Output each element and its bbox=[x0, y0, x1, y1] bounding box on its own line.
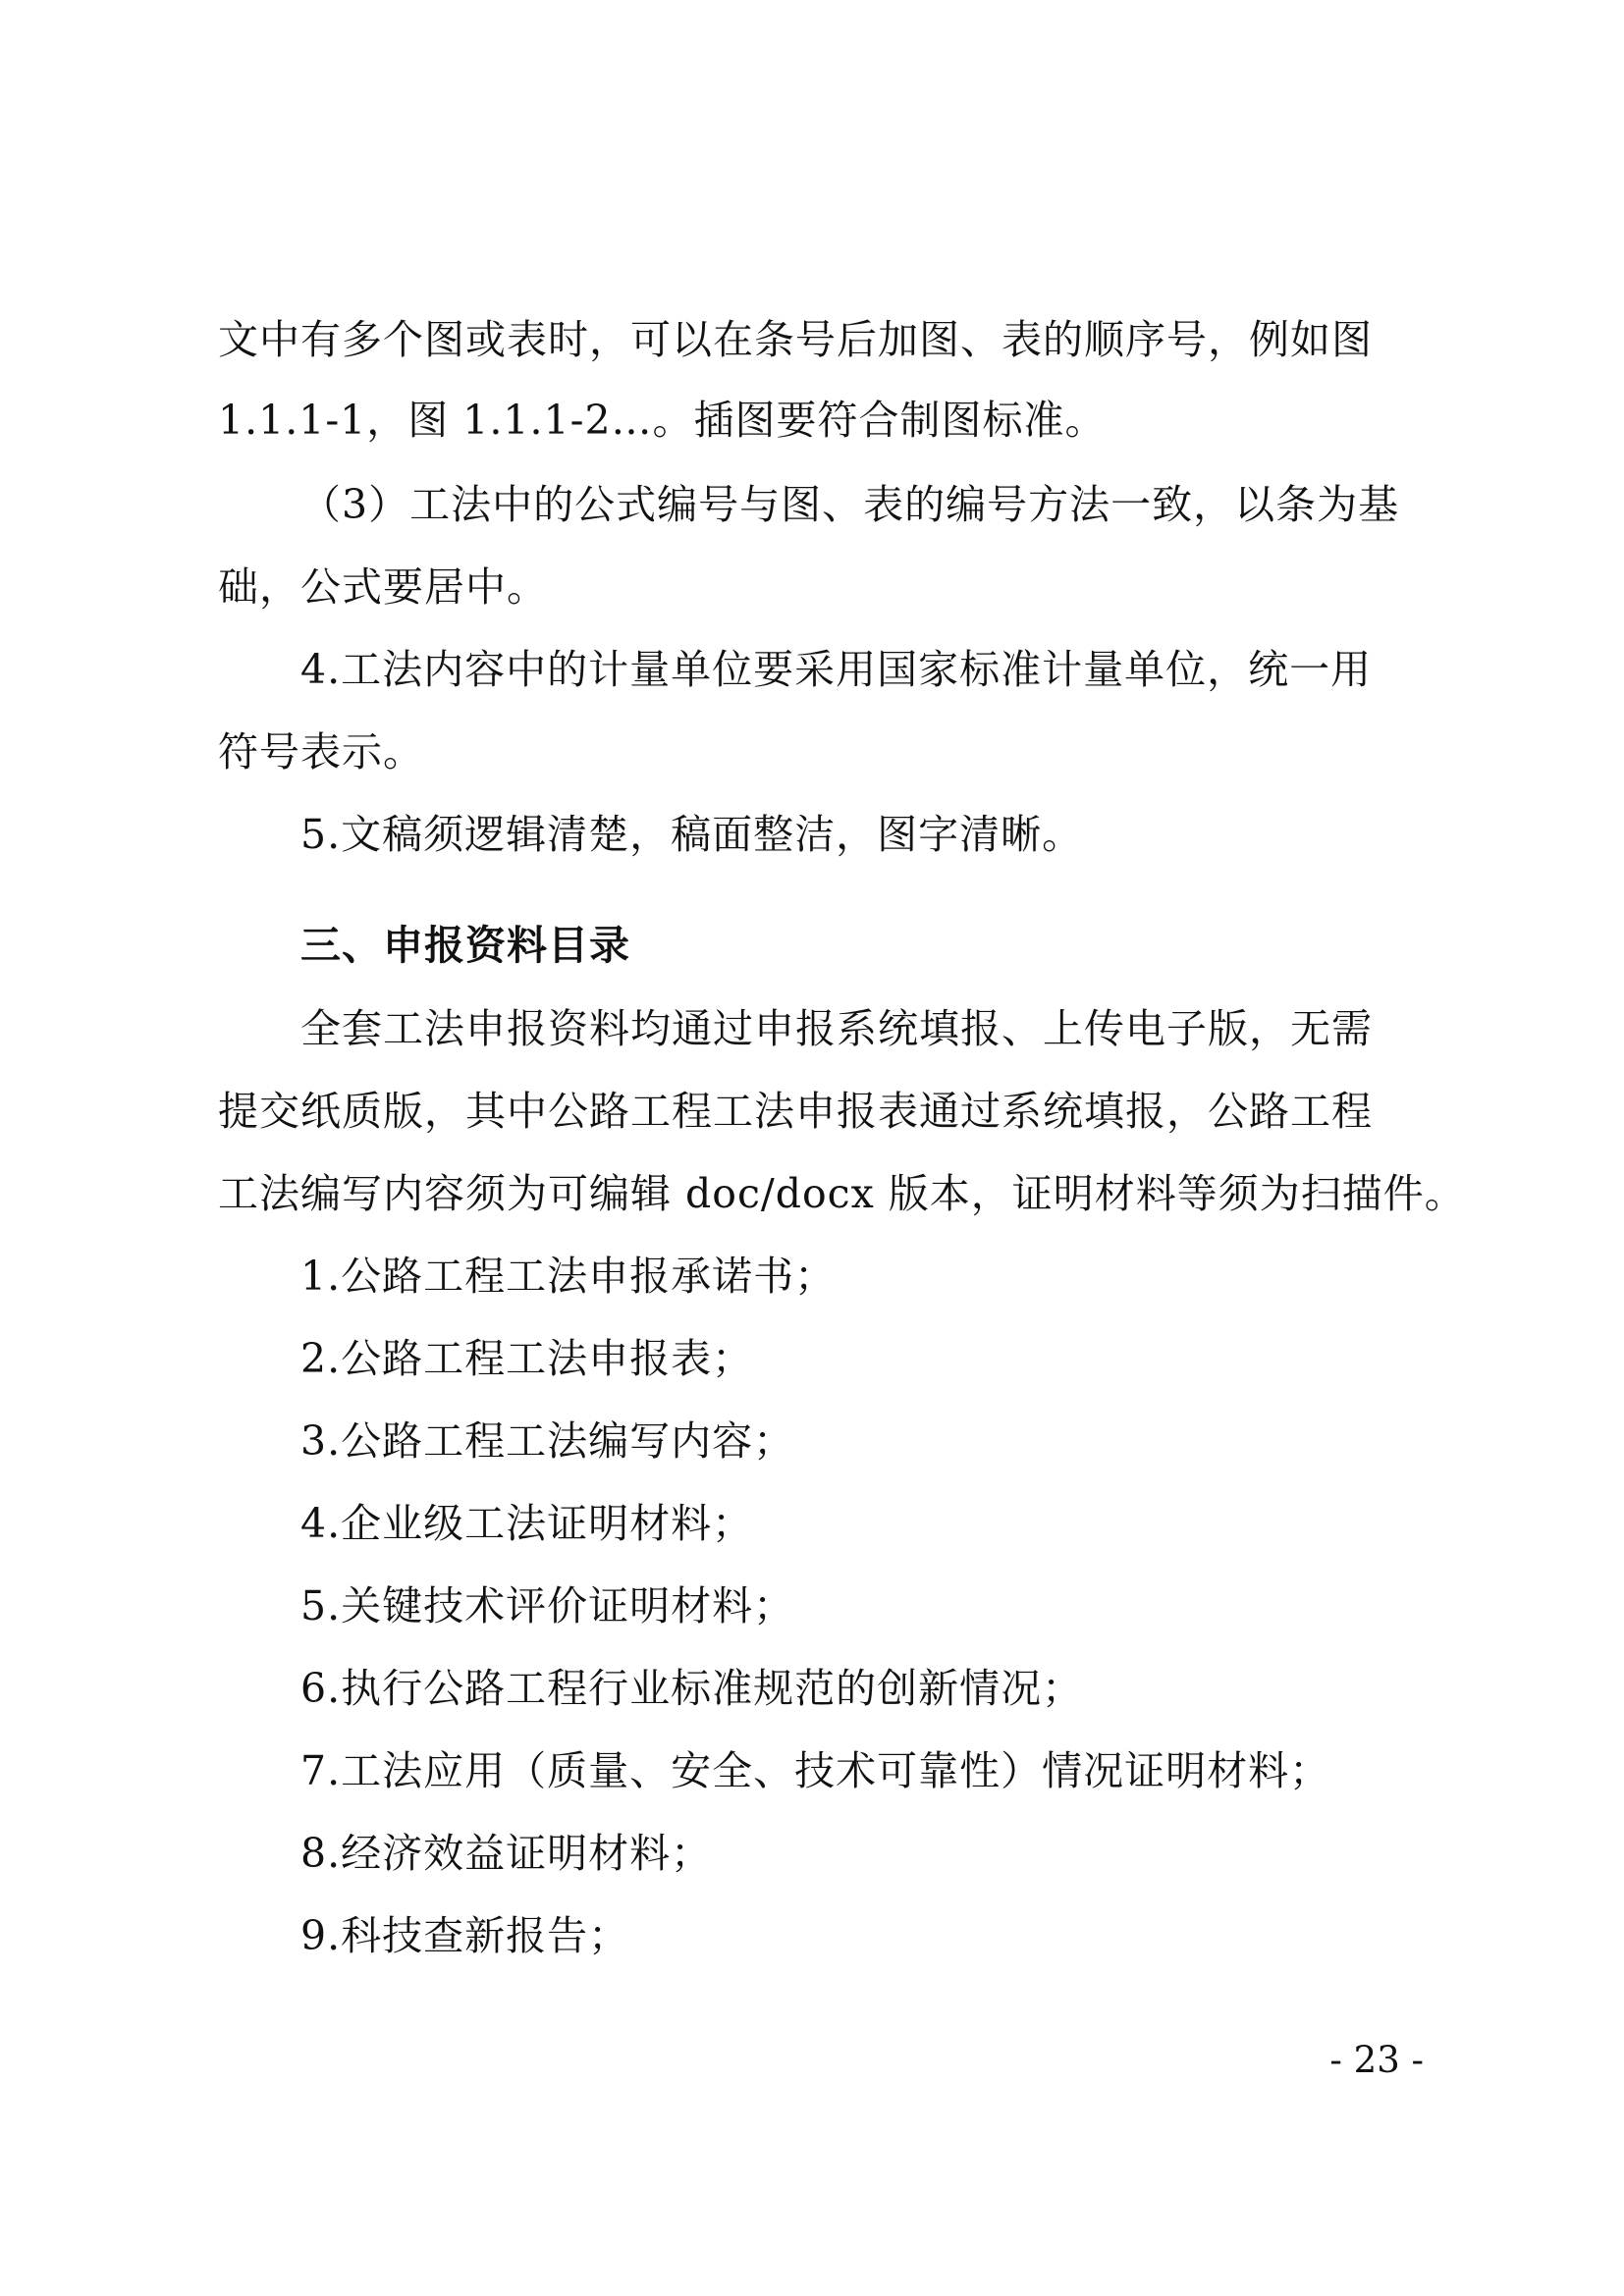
list-item: 5.关键技术评价证明材料； bbox=[300, 1582, 795, 1629]
list-item: 2.公路工程工法申报表； bbox=[300, 1335, 754, 1382]
list-item: 3.公路工程工法编写内容； bbox=[300, 1417, 795, 1465]
list-item: 1.公路工程工法申报承诺书； bbox=[300, 1253, 837, 1300]
paragraph-figure-numbering-line-2: 1.1.1-1，图 1.1.1-2…。插图要符合制图标准。 bbox=[218, 397, 1107, 444]
list-item: 6.执行公路工程行业标准规范的创新情况； bbox=[300, 1665, 1084, 1712]
list-item: 9.科技查新报告； bbox=[300, 1912, 630, 1959]
section-intro-line-2: 提交纸质版，其中公路工程工法申报表通过系统填报，公路工程 bbox=[218, 1088, 1373, 1135]
paragraph-measurement-units-line-2: 符号表示。 bbox=[218, 728, 424, 775]
paragraph-measurement-units-line-1: 4.工法内容中的计量单位要采用国家标准计量单位，统一用 bbox=[300, 646, 1373, 693]
page-number: - 23 - bbox=[1329, 2039, 1424, 2081]
section-intro-line-1: 全套工法申报资料均通过申报系统填报、上传电子版，无需 bbox=[300, 1005, 1373, 1052]
list-item: 7.工法应用（质量、安全、技术可靠性）情况证明材料； bbox=[300, 1747, 1331, 1794]
paragraph-formula-numbering-line-2: 础，公式要居中。 bbox=[218, 563, 548, 611]
section-intro-line-3: 工法编写内容须为可编辑 doc/docx 版本，证明材料等须为扫描件。 bbox=[218, 1170, 1466, 1217]
paragraph-figure-numbering-line-1: 文中有多个图或表时，可以在条号后加图、表的顺序号，例如图 bbox=[218, 316, 1373, 363]
paragraph-formula-numbering-line-1: （3）工法中的公式编号与图、表的编号方法一致，以条为基 bbox=[300, 481, 1400, 528]
list-item: 4.企业级工法证明材料； bbox=[300, 1500, 754, 1547]
paragraph-manuscript-clarity: 5.文稿须逻辑清楚，稿面整洁，图字清晰。 bbox=[300, 811, 1084, 858]
list-item: 8.经济效益证明材料； bbox=[300, 1830, 713, 1877]
section-heading: 三、申报资料目录 bbox=[300, 922, 630, 969]
